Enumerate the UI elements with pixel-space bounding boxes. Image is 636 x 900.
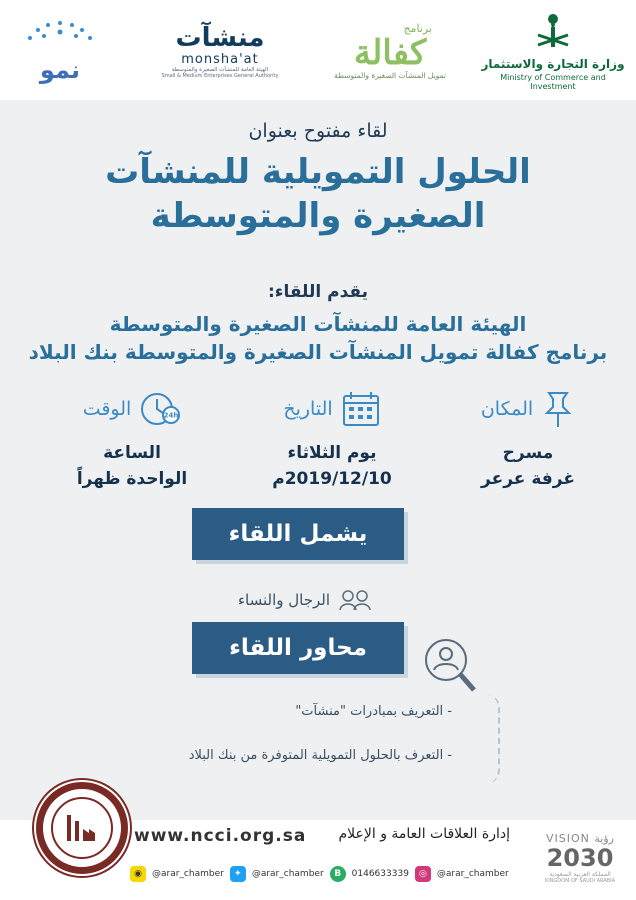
header-logos: [0, 0, 636, 100]
snapchat-icon: ◉: [130, 866, 146, 882]
people-icon: [338, 588, 372, 612]
social-bar: [130, 866, 509, 882]
vision-en: KINGDOM OF SAUDI ARABIA: [544, 878, 616, 884]
date-label: التاريخ: [283, 398, 333, 420]
audience-text: الرجال والنساء: [237, 591, 331, 609]
place-line2: غرفة عرعر: [481, 469, 575, 489]
date-value: [252, 440, 412, 492]
time-line1: الساعة: [103, 443, 161, 463]
saudi-emblem-icon: [534, 11, 572, 51]
info-time: [52, 384, 212, 492]
kafala-logo: [320, 12, 460, 90]
namoo-name: نمو: [39, 56, 81, 84]
audience-row: [200, 588, 410, 612]
vision-year: 2030: [546, 844, 614, 872]
clock-24h-icon: [139, 389, 181, 429]
topics-band: محاور اللقاء: [192, 622, 404, 674]
monshaat-arabic: منشآت: [175, 22, 265, 53]
event-subtitle: لقاء مفتوح بعنوان: [248, 120, 388, 142]
clock-badge: 24h: [163, 411, 179, 420]
person-search-icon: [420, 634, 478, 696]
monshaat-sub-en: Small & Medium Enterprises General Authority: [161, 72, 279, 79]
instagram-handle[interactable]: @arar_chamber: [436, 869, 509, 879]
phone-number[interactable]: 0146633339: [351, 869, 409, 879]
event-title-line2: الصغيرة والمتوسطة: [150, 196, 486, 236]
presenter-label: يقدم اللقاء:: [267, 282, 369, 302]
factory-icon: [63, 811, 101, 845]
monshaat-sub-ar: الهيئة العامة للمنشآت الصغيرة والمتوسطة: [171, 66, 269, 73]
info-place: [448, 384, 608, 492]
kafala-name: كفالة: [353, 33, 427, 73]
place-line1: مسرح: [502, 443, 554, 463]
date-line2: 2019/12/10م: [272, 469, 392, 489]
time-value: [52, 440, 212, 492]
kafala-program: برنامج: [403, 22, 432, 35]
arar-chamber-seal: [36, 782, 128, 874]
info-date: [252, 384, 412, 492]
website-link[interactable]: www.ncci.org.sa: [134, 826, 307, 846]
moc-arabic: وزارة التجارة والاستثمار: [481, 57, 625, 71]
topic-item-2: - التعرف بالحلول التمويلية المتوفرة من بنك البلاد: [188, 748, 452, 763]
place-value: [448, 440, 608, 492]
includes-band: يشمل اللقاء: [192, 508, 404, 560]
event-title-line1: الحلول التمويلية للمنشآت: [105, 152, 531, 192]
place-label: المكان: [480, 398, 534, 420]
presenter-2: برنامج كفالة تمويل المنشآت الصغيرة والمتوسطة بنك البلاد: [28, 340, 608, 364]
instagram-icon: ◎: [415, 866, 431, 882]
snapchat-handle[interactable]: @arar_chamber: [152, 869, 224, 879]
time-label: الوقت: [82, 398, 132, 420]
monshaat-logo: [150, 12, 290, 90]
namoo-logo: [10, 12, 110, 90]
time-line2: الواحدة ظهراً: [76, 469, 188, 489]
moc-english: Ministry of Commerce and Investment: [500, 73, 606, 91]
topic-item-1: - التعريف بمبادرات "منشآت": [295, 704, 452, 719]
moc-logo: [478, 12, 628, 90]
presenter-1: الهيئة العامة للمنشآت الصغيرة والمتوسطة: [109, 312, 527, 336]
calendar-icon: [341, 390, 381, 428]
date-line1: يوم الثلاثاء: [287, 443, 377, 463]
vision-top: VISION رؤية: [546, 832, 614, 845]
phone-icon: B: [330, 866, 346, 882]
vision-ar: المملكة العربية السعودية: [549, 871, 611, 878]
pin-icon: [541, 389, 575, 429]
vision-2030-logo: [532, 832, 628, 884]
dots-pattern-icon: [20, 18, 100, 48]
event-title: [60, 150, 576, 238]
kafala-sub: تمويل المنشآت الصغيرة والمتوسطة: [334, 71, 446, 80]
dashed-arc: [486, 694, 500, 784]
department-name: إدارة العلاقات العامة و الإعلام: [338, 826, 510, 842]
twitter-icon: ✦: [230, 866, 246, 882]
twitter-handle[interactable]: @arar_chamber: [251, 869, 324, 879]
monshaat-latin: monsha'at: [181, 51, 259, 67]
